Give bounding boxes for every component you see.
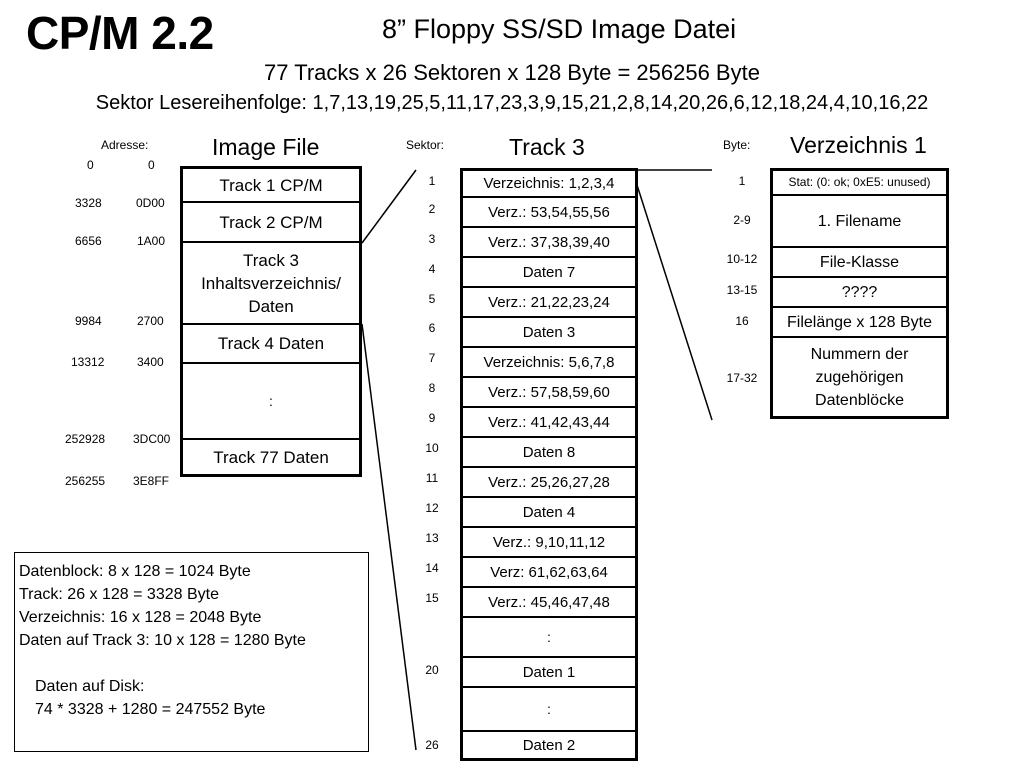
vertical-dots: : [547,701,551,717]
sector-cell: Verzeichnis: 5,6,7,8 [463,348,635,378]
sector-number: 26 [425,738,439,752]
byte-number: 1 [738,174,746,188]
image-cell-track3: Track 3 Inhaltsverzeichnis/ Daten [183,243,359,325]
sector-number: 5 [428,292,436,306]
sector-cell: Verz.: 21,22,23,24 [463,288,635,318]
vertical-dots: : [269,393,273,409]
info-line: Daten auf Track 3: 10 x 128 = 1280 Byte [19,632,306,649]
sector-number: 9 [428,411,436,425]
address-dec: 13312 [71,355,105,369]
image-file-heading: Image File [212,134,320,160]
sector-number: 11 [425,471,439,485]
image-cell-track1: Track 1 CP/M [183,169,359,203]
sector-number: 10 [425,441,439,455]
sector-cell: Verz.: 37,38,39,40 [463,228,635,258]
address-dec: 0 [87,158,94,172]
sector-number: 4 [428,262,436,276]
track3-heading: Track 3 [509,134,585,160]
address-hex: 3E8FF [133,474,170,488]
sector-cell: Daten 8 [463,438,635,468]
byte-number: 10-12 [726,252,758,266]
sector-cell: Verz.: 25,26,27,28 [463,468,635,498]
info-line: 74 * 3328 + 1280 = 247552 Byte [35,701,266,718]
byte-label: Byte: [723,138,751,152]
page-subtitle: 8” Floppy SS/SD Image Datei [382,14,737,44]
disk-geometry-line: 77 Tracks x 26 Sektoren x 128 Byte = 256256 Byte [264,60,760,85]
directory-heading: Verzeichnis 1 [790,132,927,158]
sector-number: 14 [425,561,439,575]
sector-cell: Daten 4 [463,498,635,528]
address-label: Adresse: [101,138,149,152]
sector-number: 8 [428,381,436,395]
info-box [14,552,369,752]
sector-number: 6 [428,321,436,335]
address-dec: 9984 [75,314,102,328]
info-line: Daten auf Disk: [35,678,145,695]
track3-stack [460,168,638,761]
info-line: Verzeichnis: 16 x 128 = 2048 Byte [19,609,262,626]
image-file-stack [180,166,362,477]
address-dec: 256255 [65,474,106,488]
sector-cell: Verz.: 53,54,55,56 [463,198,635,228]
sector-read-order-line: Sektor Lesereihenfolge: 1,7,13,19,25,5,11,17,23,3,9,15,21,2,8,14,20,26,6,12,18,24,4,10,16,22 [95,92,929,114]
dir-cell-block-numbers: Nummern der zugehörigen Datenblöcke [810,345,909,409]
address-dec: 3328 [75,196,102,210]
sector-number: 13 [425,531,439,545]
sector-cell-gap [463,688,635,732]
dir-cell-unknown: ???? [773,278,946,308]
address-hex: 3DC00 [133,432,171,446]
dir-cell-filename: 1. Filename [773,196,946,248]
connector-dir-bottom [637,185,712,420]
sector-cell: Verz.: 9,10,11,12 [463,528,635,558]
address-dec: 6656 [75,234,102,248]
image-cell-gap [183,364,359,440]
sector-cell: Verz.: 41,42,43,44 [463,408,635,438]
sector-cell: Daten 2 [522,736,576,754]
sector-number: 1 [428,174,436,188]
sector-cell: Verz: 61,62,63,64 [463,558,635,588]
connector-track3-top [362,170,416,243]
image-cell-track4: Track 4 Daten [183,325,359,364]
connector-track3-bottom [362,324,416,750]
sector-cell: Verzeichnis: 1,2,3,4 [463,171,635,198]
sector-number: 20 [425,663,439,677]
dir-cell-file-class: File-Klasse [773,248,946,278]
byte-number: 16 [735,314,749,328]
byte-number: 13-15 [726,283,758,297]
vertical-dots: : [547,629,551,645]
sector-number: 3 [428,232,436,246]
sector-cell: Daten 1 [463,658,635,688]
sector-cell-gap [463,618,635,658]
sector-number: 12 [425,501,439,515]
info-line: Datenblock: 8 x 128 = 1024 Byte [19,563,251,580]
image-cell-track77: Track 77 Daten [213,447,329,467]
address-hex: 0D00 [136,196,165,210]
address-dec: 252928 [65,432,106,446]
sector-cell: Daten 3 [463,318,635,348]
dir-cell-file-length: Filelänge x 128 Byte [773,308,946,338]
sector-number: 7 [428,351,436,365]
directory-entry-stack [770,168,949,419]
sector-cell: Verz.: 45,46,47,48 [463,588,635,618]
sector-cell: Verz.: 57,58,59,60 [463,378,635,408]
byte-number: 17-32 [726,371,758,385]
address-hex: 2700 [137,314,164,328]
byte-number: 2-9 [733,213,751,227]
sector-number: 15 [425,591,439,605]
address-hex: 1A00 [137,234,166,248]
page-title: CP/M 2.2 [26,7,214,59]
sector-number: 2 [428,202,436,216]
sector-cell: Daten 7 [463,258,635,288]
image-cell-track2: Track 2 CP/M [183,204,359,243]
info-line: Track: 26 x 128 = 3328 Byte [19,586,219,603]
dir-cell-status: Stat: (0: ok; 0xE5: unused) [773,171,946,196]
address-hex: 0 [148,158,155,172]
sector-label: Sektor: [406,138,445,152]
address-hex: 3400 [137,355,164,369]
